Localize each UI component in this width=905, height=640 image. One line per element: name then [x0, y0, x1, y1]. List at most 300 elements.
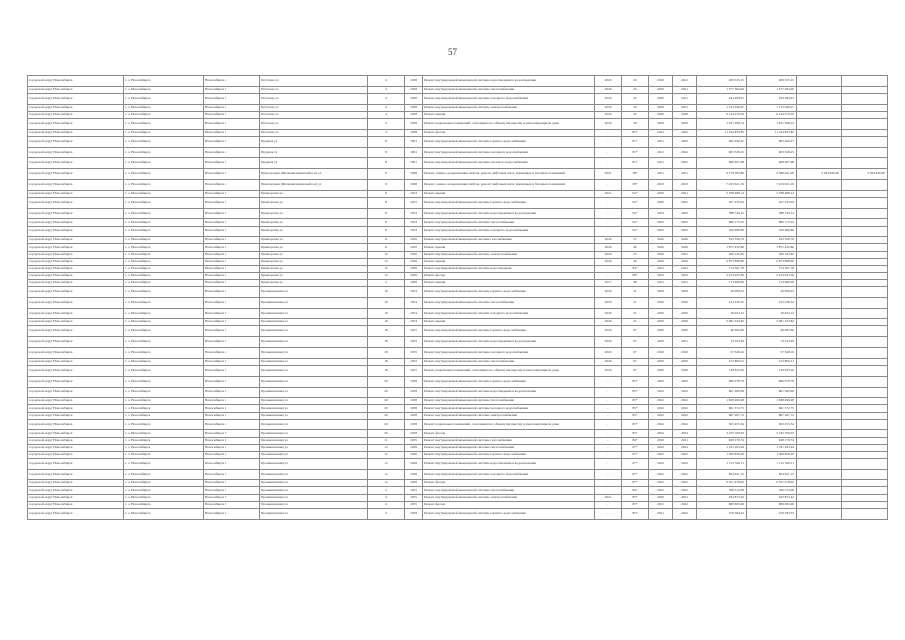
work-type-cell: Ремонт внутридомовой инженерной системы холодного водоснабжения — [423, 348, 595, 359]
plan-end-year-cell: 2022 — [673, 226, 697, 237]
last-repair-year-cell: 2020 — [595, 297, 622, 308]
local-funds-cell — [842, 272, 888, 279]
city-cell: Новосибирск г — [204, 494, 260, 501]
owner-funds-cell: 290 142,65 — [747, 251, 797, 258]
wear-percent-cell: 84* — [622, 487, 649, 494]
regional-funds-cell — [797, 308, 842, 319]
municipality-cell: городской округ Новосибирск — [28, 376, 124, 387]
work-type-cell: Ремонт внутридомовой инженерной системы горячего водоснабжения — [423, 326, 595, 337]
total-cost-cell: 1 871 432,86 — [697, 244, 747, 251]
house-number-cell: 18 — [368, 365, 405, 376]
last-repair-year-cell: 2020 — [595, 358, 622, 365]
settlement-cell: г. о. Новосибирск — [124, 86, 204, 93]
owner-funds-cell: 123 865,01 — [747, 358, 797, 365]
house-number-cell: 12 — [368, 251, 405, 258]
municipality-cell: городской округ Новосибирск — [28, 387, 124, 398]
city-cell: Новосибирск г — [204, 265, 260, 272]
settlement-cell: г. о. Новосибирск — [124, 469, 204, 480]
municipality-cell: городской округ Новосибирск — [28, 480, 124, 487]
plan-start-year-cell: 2020 — [649, 76, 673, 87]
city-cell: Новосибирск г — [204, 136, 260, 147]
table-row — [28, 129, 888, 136]
last-repair-year-cell: - — [595, 458, 622, 469]
municipality-cell: городской округ Новосибирск — [28, 147, 124, 158]
settlement-cell: г. о. Новосибирск — [124, 326, 204, 337]
city-cell: Новосибирск г — [204, 508, 260, 519]
total-cost-cell: 689 695,96 — [697, 501, 747, 508]
total-cost-cell: 209 535,15 — [697, 76, 747, 87]
wear-percent-cell: 85* — [622, 405, 649, 412]
last-repair-year-cell: - — [595, 376, 622, 387]
table-row — [28, 430, 888, 437]
wear-percent-cell: 92* — [622, 190, 649, 197]
owner-funds-cell: 1 309 836,29 — [747, 451, 797, 458]
settlement-cell: г. о. Новосибирск — [124, 226, 204, 237]
table-row — [28, 118, 888, 129]
page-number: 57 — [448, 47, 457, 57]
table-row — [28, 190, 888, 197]
plan-start-year-cell: 2023 — [649, 265, 673, 272]
total-cost-cell: 303 455,34 — [697, 419, 747, 430]
street-cell: Петухова ул — [260, 86, 368, 93]
build-year-cell: 1961 — [405, 158, 423, 169]
settlement-cell: г. о. Новосибирск — [124, 129, 204, 136]
table-row — [28, 237, 888, 244]
plan-end-year-cell: 2026 — [673, 244, 697, 251]
city-cell: Новосибирск г — [204, 419, 260, 430]
wear-percent-cell: 67 — [622, 326, 649, 337]
regional-funds-cell — [797, 111, 842, 118]
city-cell: Новосибирск г — [204, 190, 260, 197]
city-cell: Новосибирск г — [204, 244, 260, 251]
settlement-cell: г. о. Новосибирск — [124, 405, 204, 412]
house-number-cell: 18 — [368, 348, 405, 359]
build-year-cell: 1958 — [405, 405, 423, 412]
street-cell: Промышленная ул — [260, 419, 368, 430]
total-cost-cell: 661 572,75 — [697, 405, 747, 412]
table-row — [28, 136, 888, 147]
total-cost-cell: 16 922,12 — [697, 308, 747, 319]
wear-percent-cell: 85* — [622, 387, 649, 398]
plan-start-year-cell: 2020 — [649, 104, 673, 111]
total-cost-cell: 7 223 621,19 — [697, 179, 747, 190]
city-cell: Новосибирск г — [204, 458, 260, 469]
municipality-cell: городской округ Новосибирск — [28, 326, 124, 337]
last-repair-year-cell: - — [595, 412, 622, 419]
settlement-cell: г. о. Новосибирск — [124, 430, 204, 437]
regional-funds-cell — [797, 469, 842, 480]
table-row — [28, 208, 888, 219]
last-repair-year-cell: - — [595, 501, 622, 508]
total-cost-cell: 854 631,12 — [697, 469, 747, 480]
total-cost-cell: 796 512,08 — [697, 487, 747, 494]
work-type-cell: Ремонт внутридомовой инженерной системы холодного водоснабжения — [423, 405, 595, 412]
city-cell: Новосибирск г — [204, 297, 260, 308]
plan-start-year-cell: 2022 — [649, 451, 673, 458]
house-number-cell: 11 — [368, 437, 405, 444]
plan-start-year-cell: 2020 — [649, 308, 673, 319]
wear-percent-cell: 97* — [622, 444, 649, 451]
wear-percent-cell: 45 — [622, 104, 649, 111]
table-row — [28, 494, 888, 501]
local-funds-cell — [842, 412, 888, 419]
owner-funds-cell: 193 326,76 — [747, 237, 797, 244]
work-type-cell: Ремонт, замена, модернизация лифтов, ремонт лифтовых шахт, машинных и блочных помещений — [423, 179, 595, 190]
regional-funds-cell — [797, 258, 842, 265]
work-type-cell: Ремонт подвальных помещений, относящихся к общему имуществу в многоквартирном доме — [423, 419, 595, 430]
settlement-cell: г. о. Новосибирск — [124, 197, 204, 208]
total-cost-cell: 434 284,01 — [697, 93, 747, 104]
last-repair-year-cell: - — [595, 219, 622, 226]
work-type-cell: Ремонт внутридомовой инженерной системы водоотведения в водоотведения — [423, 76, 595, 87]
work-type-cell: Ремонт внутридомовой инженерной системы холодного водоснабжения — [423, 308, 595, 319]
total-cost-cell: 9 179 283,80 — [697, 169, 747, 180]
build-year-cell: 1953 — [405, 226, 423, 237]
local-funds-cell — [842, 76, 888, 87]
work-type-cell: Ремонт внутридомовой инженерной системы водоотведения в водоотведения — [423, 458, 595, 469]
settlement-cell: г. о. Новосибирск — [124, 412, 204, 419]
last-repair-year-cell: - — [595, 437, 622, 444]
local-funds-cell — [842, 190, 888, 197]
last-repair-year-cell: 2020 — [595, 237, 622, 244]
build-year-cell: 1949 — [405, 451, 423, 458]
house-number-cell: 4 — [368, 118, 405, 129]
work-type-cell: Ремонт внутридомовой инженерной системы водоотведения — [423, 265, 595, 272]
last-repair-year-cell: - — [595, 226, 622, 237]
total-cost-cell: 243 873,42 — [697, 494, 747, 501]
municipality-cell: городской округ Новосибирск — [28, 508, 124, 519]
owner-funds-cell: 2 474 023,36 — [747, 272, 797, 279]
house-number-cell: 4 — [368, 104, 405, 111]
street-cell: Прудная ул — [260, 136, 368, 147]
local-funds-cell — [842, 458, 888, 469]
municipality-cell: городской округ Новосибирск — [28, 179, 124, 190]
build-year-cell: 1958 — [405, 111, 423, 118]
local-funds-cell — [842, 337, 888, 348]
city-cell: Новосибирск г — [204, 398, 260, 405]
total-cost-cell: 1 638 490,28 — [697, 398, 747, 405]
work-type-cell: Ремонт внутридомовой инженерной системы водоотведения в водоотведения — [423, 208, 595, 219]
work-type-cell: Ремонт внутридомовой инженерной системы горячего водоснабжения — [423, 451, 595, 458]
house-number-cell: 8 — [368, 197, 405, 208]
city-cell: Новосибирск г — [204, 86, 260, 93]
house-number-cell: 10 — [368, 297, 405, 308]
municipality-cell: городской округ Новосибирск — [28, 272, 124, 279]
street-cell: Промышленная ул — [260, 501, 368, 508]
total-cost-cell: 714 301,78 — [697, 265, 747, 272]
plan-end-year-cell: 2022 — [673, 129, 697, 136]
work-type-cell: Ремонт внутридомовой инженерной системы теплоснабжения — [423, 444, 595, 451]
plan-end-year-cell: 2023 — [673, 179, 697, 190]
build-year-cell: 1955 — [405, 337, 423, 348]
plan-start-year-cell: 2020 — [649, 348, 673, 359]
plan-start-year-cell: 2020 — [649, 237, 673, 244]
work-type-cell: Ремонт внутридомовой инженерной системы газоснабжения — [423, 437, 595, 444]
plan-start-year-cell: 2022 — [649, 430, 673, 437]
city-cell: Новосибирск г — [204, 93, 260, 104]
settlement-cell: г. о. Новосибирск — [124, 494, 204, 501]
build-year-cell: 1956 — [405, 244, 423, 251]
plan-start-year-cell: 2021 — [649, 147, 673, 158]
plan-start-year-cell: 2020 — [649, 358, 673, 365]
local-funds-cell — [842, 118, 888, 129]
wear-percent-cell: 45 — [622, 93, 649, 104]
plan-end-year-cell: 2021 — [673, 337, 697, 348]
house-number-cell: 2 — [368, 494, 405, 501]
owner-funds-cell: 1 331 263,94 — [747, 444, 797, 451]
build-year-cell: 1949 — [405, 480, 423, 487]
city-cell: Новосибирск г — [204, 129, 260, 136]
wear-percent-cell: 85* — [622, 376, 649, 387]
plan-end-year-cell: 2021 — [673, 86, 697, 93]
city-cell: Новосибирск г — [204, 337, 260, 348]
street-cell: Промышленная ул — [260, 319, 368, 326]
total-cost-cell: 193 326,76 — [697, 237, 747, 244]
house-number-cell: 11 — [368, 237, 405, 244]
build-year-cell: 1956 — [405, 237, 423, 244]
table-row — [28, 86, 888, 93]
municipality-cell: городской округ Новосибирск — [28, 76, 124, 87]
settlement-cell: г. о. Новосибирск — [124, 258, 204, 265]
total-cost-cell: 139 635,26 — [697, 365, 747, 376]
last-repair-year-cell: 2020 — [595, 244, 622, 251]
house-number-cell: 20 — [368, 405, 405, 412]
settlement-cell: г. о. Новосибирск — [124, 297, 204, 308]
wear-percent-cell: 21 — [622, 308, 649, 319]
owner-funds-cell: 3 235 709,93 — [747, 430, 797, 437]
house-number-cell: 2 — [368, 501, 405, 508]
owner-funds-cell: 4 589 641,90 — [747, 169, 797, 180]
work-type-cell: Ремонт внутридомовой инженерной системы электроснабжения — [423, 251, 595, 258]
table-row — [28, 337, 888, 348]
regional-funds-cell — [797, 337, 842, 348]
owner-funds-cell: 661 282,99 — [747, 387, 797, 398]
street-cell: Промышленная ул — [260, 326, 368, 337]
table-row — [28, 365, 888, 376]
total-cost-cell: 713 690,00 — [697, 279, 747, 286]
work-type-cell: Ремонт внутридомовой инженерной системы холодного водоснабжения — [423, 93, 595, 104]
owner-funds-cell: 1 115 326,11 — [747, 458, 797, 469]
table-row — [28, 297, 888, 308]
regional-funds-cell: 2 294 820,90 — [797, 169, 842, 180]
regional-funds-cell — [797, 494, 842, 501]
plan-start-year-cell: 2020 — [649, 244, 673, 251]
local-funds-cell — [842, 319, 888, 326]
total-cost-cell: 2 091 343,82 — [697, 319, 747, 326]
work-type-cell: Ремонт, замена, модернизация лифтов, ремонт лифтовых шахт, машинных и блочных помещений — [423, 169, 595, 180]
street-cell: Промышленная ул — [260, 376, 368, 387]
city-cell: Новосибирск г — [204, 258, 260, 265]
table-row — [28, 244, 888, 251]
regional-funds-cell — [797, 451, 842, 458]
build-year-cell: 1954 — [405, 297, 423, 308]
regional-funds-cell — [797, 279, 842, 286]
owner-funds-cell: 243 873,42 — [747, 494, 797, 501]
work-type-cell: Ремонт фасада — [423, 430, 595, 437]
work-type-cell: Ремонт крыши — [423, 319, 595, 326]
city-cell: Новосибирск г — [204, 365, 260, 376]
work-type-cell: Ремонт подвальных помещений, относящихся к общему имуществу в многоквартирном доме — [423, 118, 595, 129]
build-year-cell: 1953 — [405, 190, 423, 197]
plan-start-year-cell: 2020 — [649, 111, 673, 118]
owner-funds-cell: 434 284,01 — [747, 93, 797, 104]
street-cell: Прудная ул — [260, 158, 368, 169]
build-year-cell: 1958 — [405, 76, 423, 87]
wear-percent-cell: 81* — [622, 147, 649, 158]
plan-start-year-cell: 2021 — [649, 501, 673, 508]
total-cost-cell: 476 584,55 — [697, 508, 747, 519]
local-funds-cell — [842, 237, 888, 244]
settlement-cell: г. о. Новосибирск — [124, 501, 204, 508]
regional-funds-cell — [797, 244, 842, 251]
municipality-cell: городской округ Новосибирск — [28, 208, 124, 219]
build-year-cell: 1949 — [405, 444, 423, 451]
city-cell: Новосибирск г — [204, 348, 260, 359]
plan-start-year-cell: 2020 — [649, 326, 673, 337]
house-number-cell: 12 — [368, 265, 405, 272]
house-number-cell: 1а — [368, 458, 405, 469]
work-type-cell: Ремонт внутридомовой инженерной системы водоотведения в водоотведения — [423, 337, 595, 348]
table-row — [28, 444, 888, 451]
regional-funds-cell — [797, 365, 842, 376]
local-funds-cell — [842, 348, 888, 359]
local-funds-cell — [842, 179, 888, 190]
plan-end-year-cell: 2020 — [673, 358, 697, 365]
municipality-cell: городской округ Новосибирск — [28, 136, 124, 147]
table-row — [28, 326, 888, 337]
build-year-cell: 1955 — [405, 494, 423, 501]
table-row — [28, 265, 888, 272]
settlement-cell: г. о. Новосибирск — [124, 365, 204, 376]
regional-funds-cell — [797, 190, 842, 197]
wear-percent-cell: 84* — [622, 265, 649, 272]
last-repair-year-cell: 2020 — [595, 308, 622, 319]
local-funds-cell — [842, 158, 888, 169]
build-year-cell: 1958 — [405, 398, 423, 405]
local-funds-cell — [842, 451, 888, 458]
municipality-cell: городской округ Новосибирск — [28, 286, 124, 297]
regional-funds-cell — [797, 398, 842, 405]
house-number-cell: 8 — [368, 147, 405, 158]
table-row — [28, 501, 888, 508]
house-number-cell: 20 — [368, 412, 405, 419]
wear-percent-cell: 37 — [622, 237, 649, 244]
work-type-cell: Ремонт внутридомовой инженерной системы теплоснабжения — [423, 86, 595, 93]
owner-funds-cell: 603 528,25 — [747, 147, 797, 158]
local-funds-cell — [842, 430, 888, 437]
settlement-cell: г. о. Новосибирск — [124, 118, 204, 129]
plan-end-year-cell: 2021 — [673, 251, 697, 258]
owner-funds-cell: 476 584,55 — [747, 508, 797, 519]
municipality-cell: городской округ Новосибирск — [28, 365, 124, 376]
settlement-cell: г. о. Новосибирск — [124, 376, 204, 387]
regional-funds-cell — [797, 226, 842, 237]
plan-end-year-cell: 2021 — [673, 494, 697, 501]
build-year-cell: 1958 — [405, 419, 423, 430]
regional-funds-cell — [797, 129, 842, 136]
last-repair-year-cell: - — [595, 419, 622, 430]
last-repair-year-cell: 2020 — [595, 76, 622, 87]
house-number-cell: 18 — [368, 337, 405, 348]
last-repair-year-cell: - — [595, 469, 622, 480]
work-type-cell: Ремонт внутридомовой инженерной системы теплового водоснабжения — [423, 158, 595, 169]
wear-percent-cell: 45 — [622, 76, 649, 87]
plan-end-year-cell: 2022 — [673, 480, 697, 487]
street-cell: Промышленная ул — [260, 480, 368, 487]
municipality-cell: городской округ Новосибирск — [28, 104, 124, 111]
street-cell: Промышленная ул — [260, 412, 368, 419]
street-cell: Петухова ул — [260, 129, 368, 136]
settlement-cell: г. о. Новосибирск — [124, 451, 204, 458]
regional-funds-cell — [797, 251, 842, 258]
municipality-cell: городской округ Новосибирск — [28, 279, 124, 286]
settlement-cell: г. о. Новосибирск — [124, 437, 204, 444]
street-cell: Промышленная ул — [260, 444, 368, 451]
total-cost-cell: 962 490,47 — [697, 136, 747, 147]
settlement-cell: г. о. Новосибирск — [124, 419, 204, 430]
regional-funds-cell — [797, 376, 842, 387]
street-cell: Промышленная ул — [260, 451, 368, 458]
regional-funds-cell — [797, 358, 842, 365]
wear-percent-cell: 92* — [622, 208, 649, 219]
work-type-cell: Ремонт внутридомовой инженерной системы электроснабжения — [423, 494, 595, 501]
local-funds-cell — [842, 480, 888, 487]
regional-funds-cell — [797, 76, 842, 87]
table-row — [28, 258, 888, 265]
build-year-cell: 1953 — [405, 208, 423, 219]
house-number-cell: 6 — [368, 169, 405, 180]
city-cell: Новосибирск г — [204, 319, 260, 326]
last-repair-year-cell: - — [595, 136, 622, 147]
wear-percent-cell: 85* — [622, 430, 649, 437]
table-row — [28, 376, 888, 387]
total-cost-cell: 1 577 364,00 — [697, 86, 747, 93]
local-funds-cell — [842, 279, 888, 286]
municipality-cell: городской округ Новосибирск — [28, 197, 124, 208]
wear-percent-cell: 67 — [622, 358, 649, 365]
table-row — [28, 279, 888, 286]
table-row — [28, 487, 888, 494]
wear-percent-cell: 92* — [622, 219, 649, 226]
municipality-cell: городской округ Новосибирск — [28, 419, 124, 430]
street-cell: Пригородная (Шелковичихинский р-н) ул — [260, 179, 368, 190]
total-cost-cell: 207 235,04 — [697, 197, 747, 208]
settlement-cell: г. о. Новосибирск — [124, 169, 204, 180]
plan-end-year-cell: 2022 — [673, 444, 697, 451]
last-repair-year-cell: 2021 — [595, 494, 622, 501]
work-type-cell: Ремонт фасада — [423, 501, 595, 508]
table-row — [28, 226, 888, 237]
plan-start-year-cell: 2022 — [649, 480, 673, 487]
plan-start-year-cell: 2023 — [649, 179, 673, 190]
street-cell: Промышленная ул — [260, 487, 368, 494]
plan-start-year-cell: 2020 — [649, 494, 673, 501]
table-row — [28, 308, 888, 319]
owner-funds-cell: 880 175,55 — [747, 219, 797, 226]
city-cell: Новосибирск г — [204, 279, 260, 286]
work-type-cell: Ремонт подвальных помещений, относящихся к общему имуществу в многоквартирном доме — [423, 365, 595, 376]
work-type-cell: Ремонт внутридомовой инженерной системы электроснабжения — [423, 412, 595, 419]
wear-percent-cell: 84* — [622, 437, 649, 444]
local-funds-cell — [842, 376, 888, 387]
table-row — [28, 451, 888, 458]
house-number-cell: 8 — [368, 158, 405, 169]
owner-funds-cell: 689 695,96 — [747, 501, 797, 508]
build-year-cell: 1956 — [405, 251, 423, 258]
local-funds-cell — [842, 208, 888, 219]
plan-end-year-cell: 2022 — [673, 412, 697, 419]
owner-funds-cell: 7 223 621,19 — [747, 179, 797, 190]
